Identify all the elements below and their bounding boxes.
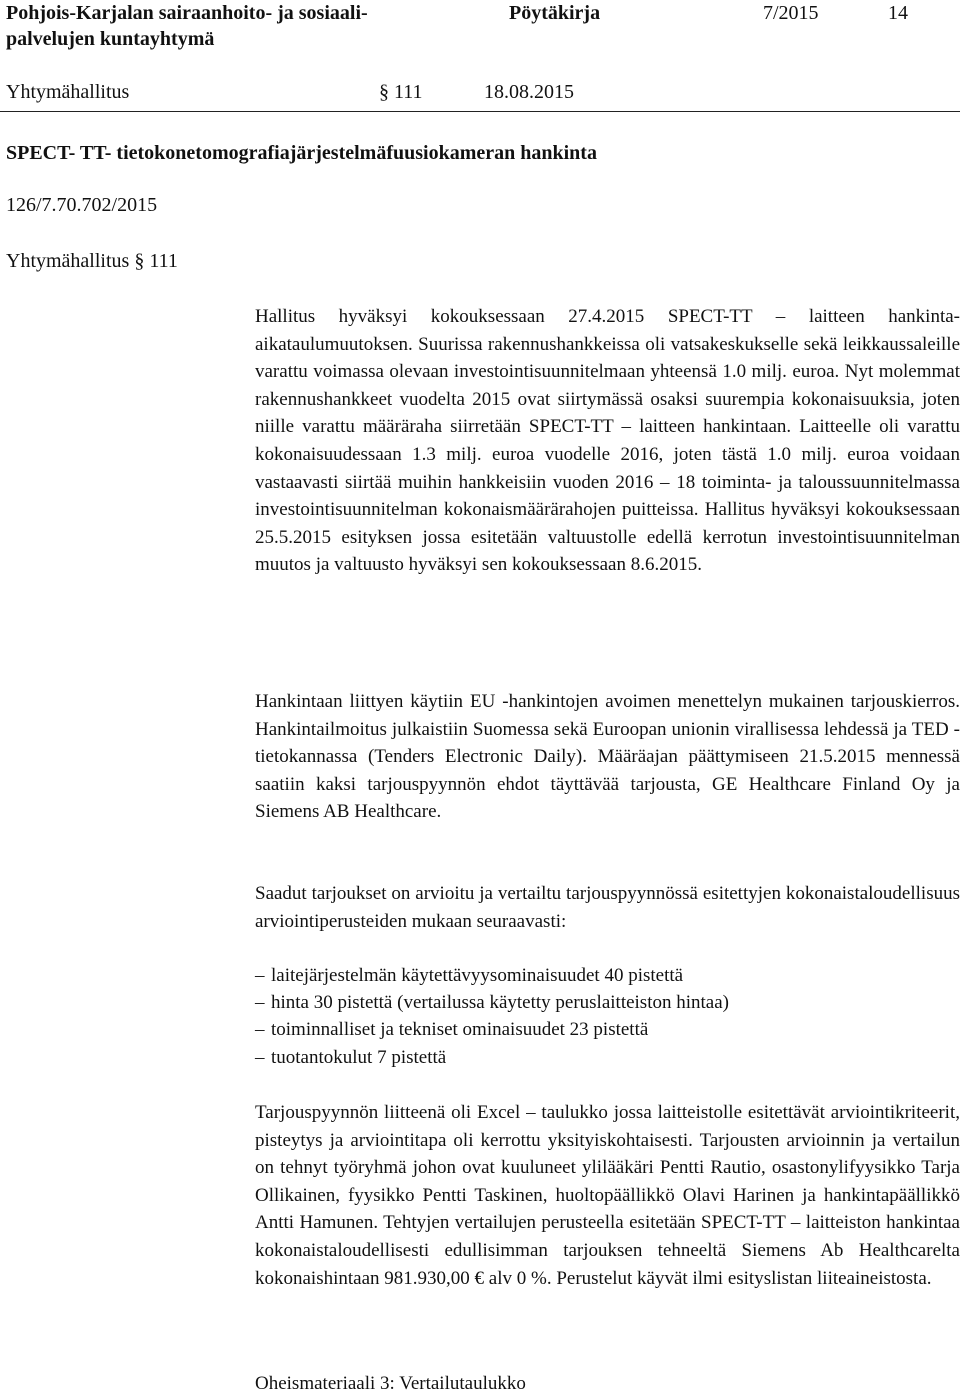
- criteria-text: tuotantokulut 7 pistettä: [271, 1046, 447, 1068]
- reference-number: 126/7.70.702/2015: [6, 194, 158, 216]
- dash-bullet: –: [255, 1046, 265, 1068]
- page-number: 14: [888, 2, 908, 24]
- list-item: [255, 962, 960, 989]
- criteria-list: [255, 962, 960, 1071]
- section-reference: Yhtymähallitus § 111: [6, 250, 178, 272]
- dash-bullet: –: [255, 1019, 265, 1041]
- paragraph-text: Saadut tarjoukset on arvioitu ja vertailtu tarjouspyynnössä esitettyjen kokonaistaloudellisuus arviointiperusteiden mukaan seuraavasti:: [255, 883, 960, 932]
- header-divider: [0, 111, 960, 112]
- meeting-date: 18.08.2015: [484, 81, 574, 103]
- paragraph-evaluation-result: [255, 1099, 960, 1292]
- organization-name-line2: palvelujen kuntayhtymä: [6, 28, 215, 50]
- dash-bullet: –: [255, 965, 265, 986]
- paragraph-tender-process: [255, 688, 960, 826]
- organization-name-line1: Pohjois-Karjalan sairaanhoito- ja sosiaali-: [6, 2, 368, 24]
- dash-bullet: –: [255, 992, 265, 1014]
- document-title: SPECT- TT- tietokonetomografiajärjestelmäfuusiokameran hankinta: [6, 142, 597, 164]
- criteria-text: laitejärjestelmän käytettävyysominaisuudet 40 pistettä: [271, 965, 684, 986]
- section-number: § 111: [379, 81, 423, 103]
- meeting-body: Yhtymähallitus: [6, 81, 130, 103]
- criteria-text: toiminnalliset ja tekniset ominaisuudet 23 pistettä: [271, 1019, 649, 1041]
- paragraph-evaluation-intro: [255, 880, 960, 935]
- paragraph-text: Hankintaan liittyen käytiin EU -hankintojen avoimen menettelyn mukainen tarjouskierros. Hankintailmoitus julkaistiin Suomessa sekä Euroopan unionin virallisessa lehdessä ja TED -tietokannassa (Tenders Electronic Daily). Määräajan päättymiseen 21.5.2015 mennessä saatiin kaksi tarjouspyynnön ehdot täyttävää tarjousta, GE Healthcare Finland Oy ja Siemens AB Healthcare.: [255, 691, 960, 823]
- attachment-reference: Oheismateriaali 3: Vertailutaulukko: [255, 1373, 526, 1394]
- paragraph-text: Tarjouspyynnön liitteenä oli Excel – taulukko jossa laitteistolle esitettävät arviointikriteerit, pisteytys ja arviointitapa oli kerrottu yksityiskohtaisesti. Tarjousten arvioinnin ja vertailun on tehnyt työryhmä johon ovat kuuluneet ylilääkäri Pentti Rautio, osastonylifyysikko Tarja Ollikainen, fyysikko Pentti Taskinen, huoltopäällikkö Olavi Harinen ja hankintapäällikkö Antti Hamunen. Tehtyjen vertailujen perusteella esitetään SPECT-TT – laitteiston hankintaa kokonaistaloudellisesti edullisimman tarjouksen tehneeltä Siemens Ab Healthcarelta kokonaishintaan 981.930,00 € alv 0 %. Perustelut käyvät ilmi esityslistan liiteaineistosta.: [255, 1102, 960, 1289]
- document-type: Pöytäkirja: [509, 2, 601, 24]
- criteria-text: hinta 30 pistettä (vertailussa käytetty peruslaitteiston hintaa): [271, 992, 729, 1014]
- document-number: 7/2015: [763, 2, 819, 24]
- list-item: [255, 989, 960, 1016]
- list-item: [255, 1044, 960, 1071]
- paragraph-text: Hallitus hyväksyi kokouksessaan 27.4.2015 SPECT-TT – laitteen hankinta-aikataulumuutoksen. Suurissa rakennushankkeissa oli vatsakeskukselle sekä leikkaussaleille varattu voimassa olevaan investointisuunnitelmaan yhteensä 1.0 milj. euroa. Nyt molemmat rakennushankkeet vuodelta 2015 ovat siirtymässä osaksi suurempia kokonaisuuksia, joten niille varattu määräraha siirretään SPECT-TT – laitteen hankintaan. Laitteelle oli varattu kokonaisuudessaan 1.3 milj. euroa vuodelle 2016, joten tästä 1.0 milj. euroa voidaan vastaavasti siirtää muihin hankkeisiin vuoden 2016 – 18 toiminta- ja taloussuunnitelmassa investointisuunnitelman kokonaismäärärahojen puitteissa. Hallitus hyväksyi kokouksessaan 25.5.2015 esityksen jossa esitetään valtuustolle edellä kerrotun investointisuunnitelman muutos ja valtuusto hyväksyi sen kokouksessaan 8.6.2015.: [255, 306, 960, 576]
- paragraph-budget-change: [255, 303, 960, 579]
- list-item: [255, 1016, 960, 1043]
